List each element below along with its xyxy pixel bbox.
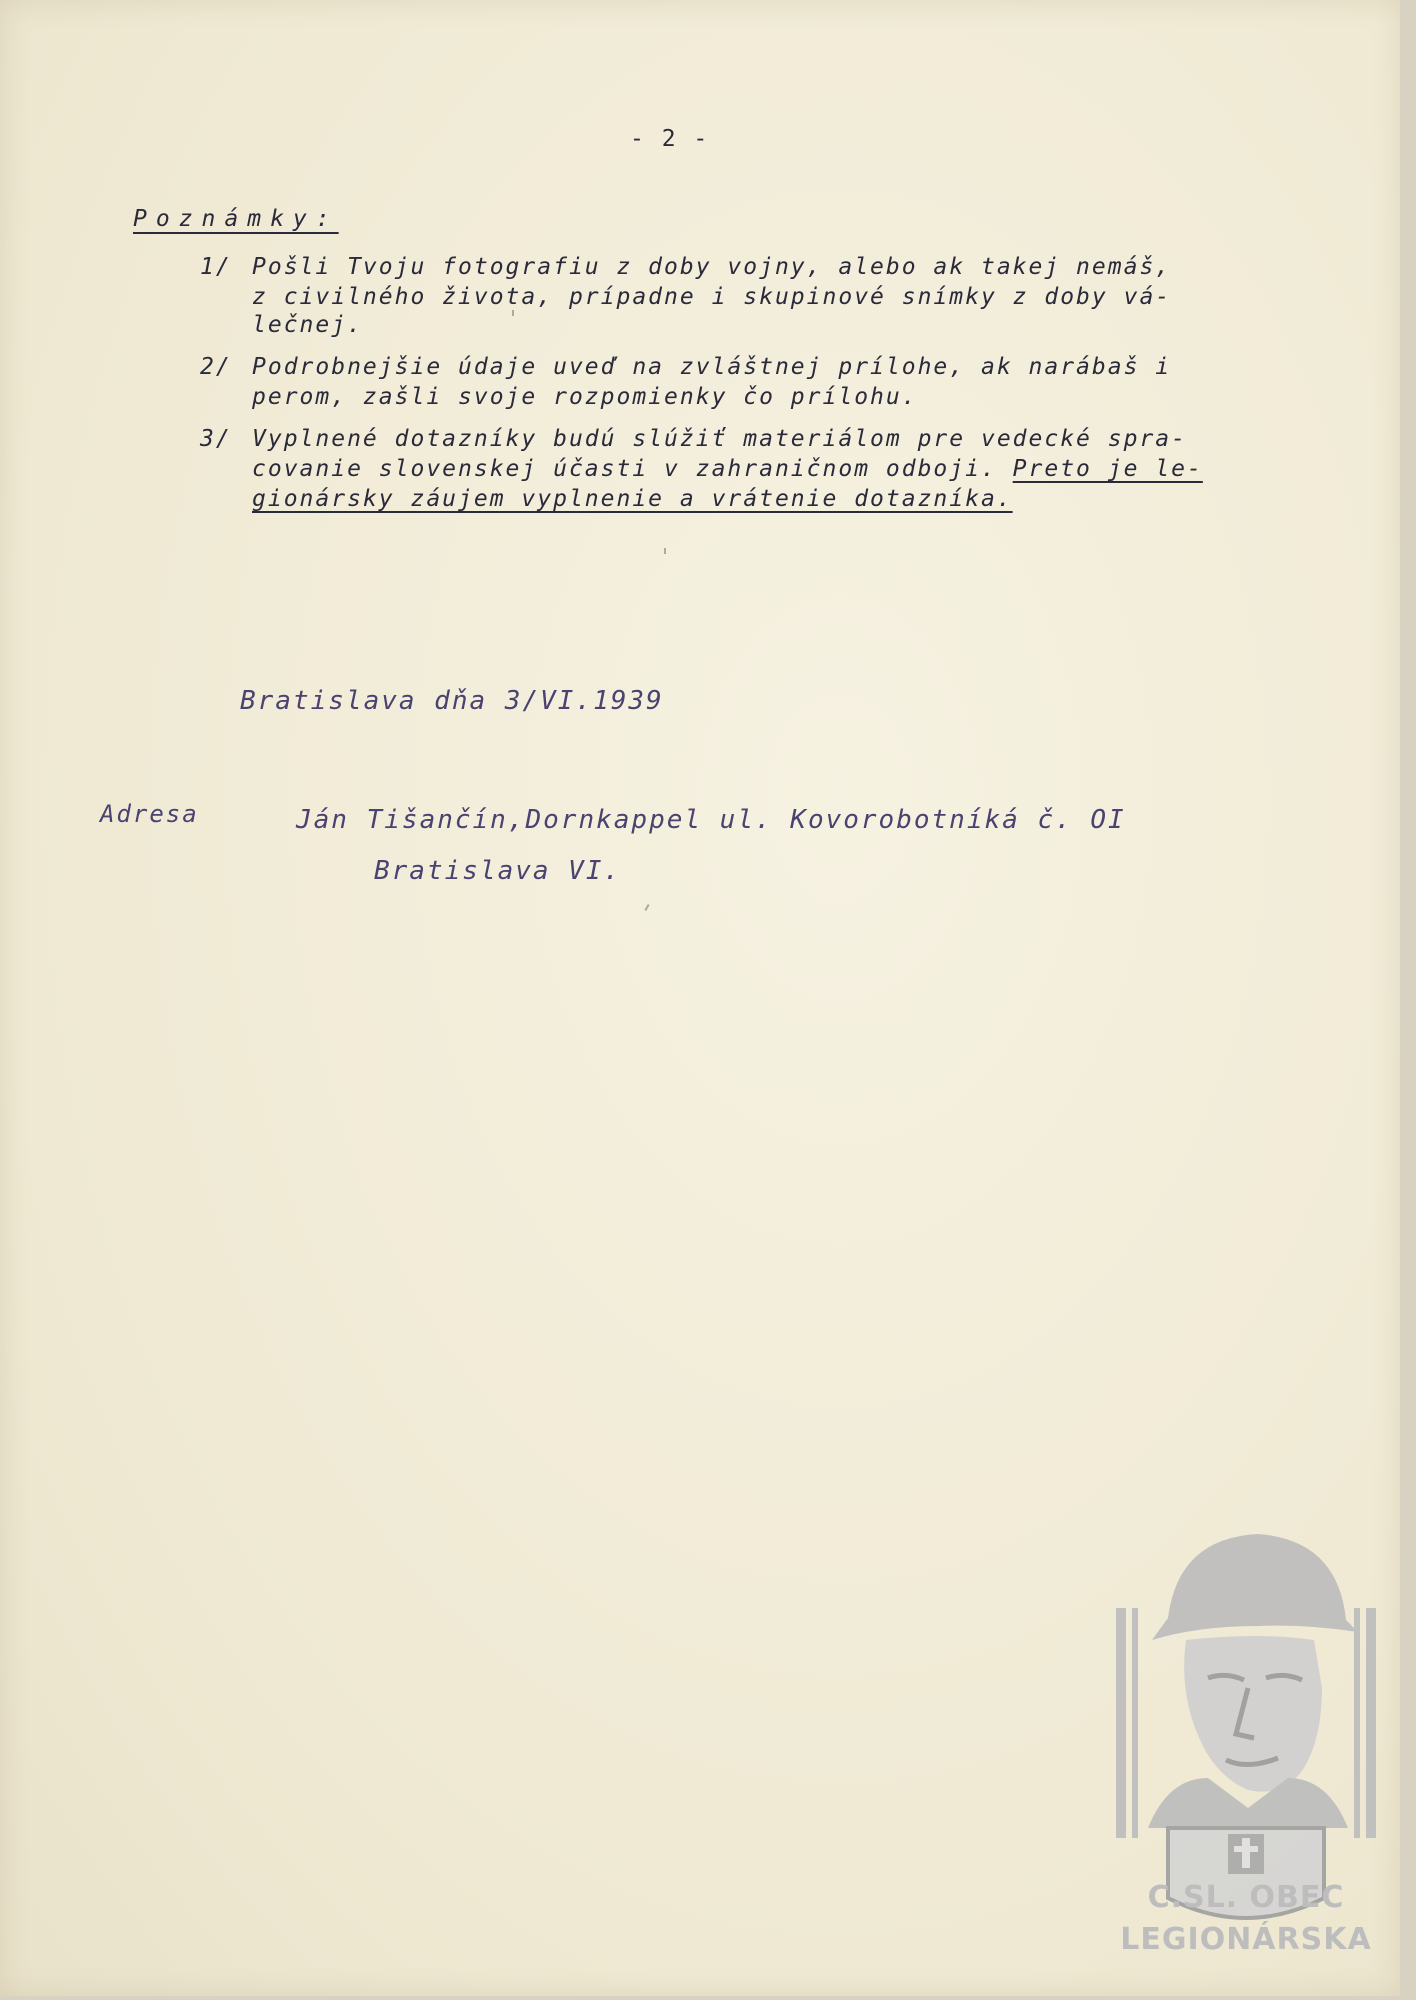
note-1-number: 1/ [200, 254, 232, 280]
note-2-line-2: perom, zašli svoje rozpomienky čo prílohu. [252, 384, 918, 410]
address-line-1: Ján Tišančín,Dornkappel ul. Kovorobotníká č. OI [296, 805, 1126, 835]
stray-mark [664, 548, 666, 554]
note-3-line-2-underlined: Preto je le- [1012, 456, 1203, 482]
place-and-date: Bratislava dňa 3/VI.1939 [240, 686, 664, 716]
note-1-line-1: Pošli Tvoju fotografiu z doby vojny, alebo ak takej nemáš, [252, 254, 1172, 280]
note-1-line-3: lečnej. [252, 312, 363, 338]
note-2-line-1: Podrobnejšie údaje uveď na zvláštnej prílohe, ak narábaš i [252, 354, 1172, 380]
page-number: - 2 - [630, 126, 710, 152]
note-2-number: 2/ [200, 354, 232, 380]
note-3-line-2-text: covanie slovenskej účasti v zahraničnom odboji. [252, 456, 1013, 482]
address-line-2: Bratislava VI. [374, 856, 622, 886]
note-3-line-3: gionársky záujem vyplnenie a vrátenie dotazníka. [252, 486, 1013, 512]
logo-text-line-1: C.SL. OBEC [1147, 1880, 1345, 1915]
note-3-line-2 [252, 456, 1203, 482]
note-3-line-1: Vyplnené dotazníky budú slúžiť materiálom pre vedecké spra- [252, 426, 1187, 452]
address-label: Adresa [100, 800, 199, 828]
stray-mark [512, 310, 514, 316]
logo-text-line-2: LEGIONÁRSKA [1120, 1922, 1372, 1957]
notes-heading: Poznámky: [133, 206, 339, 232]
note-3-number: 3/ [200, 426, 232, 452]
note-1-line-2: z civilného života, prípadne i skupinové snímky z doby vá- [252, 284, 1172, 310]
stray-mark [644, 904, 649, 911]
